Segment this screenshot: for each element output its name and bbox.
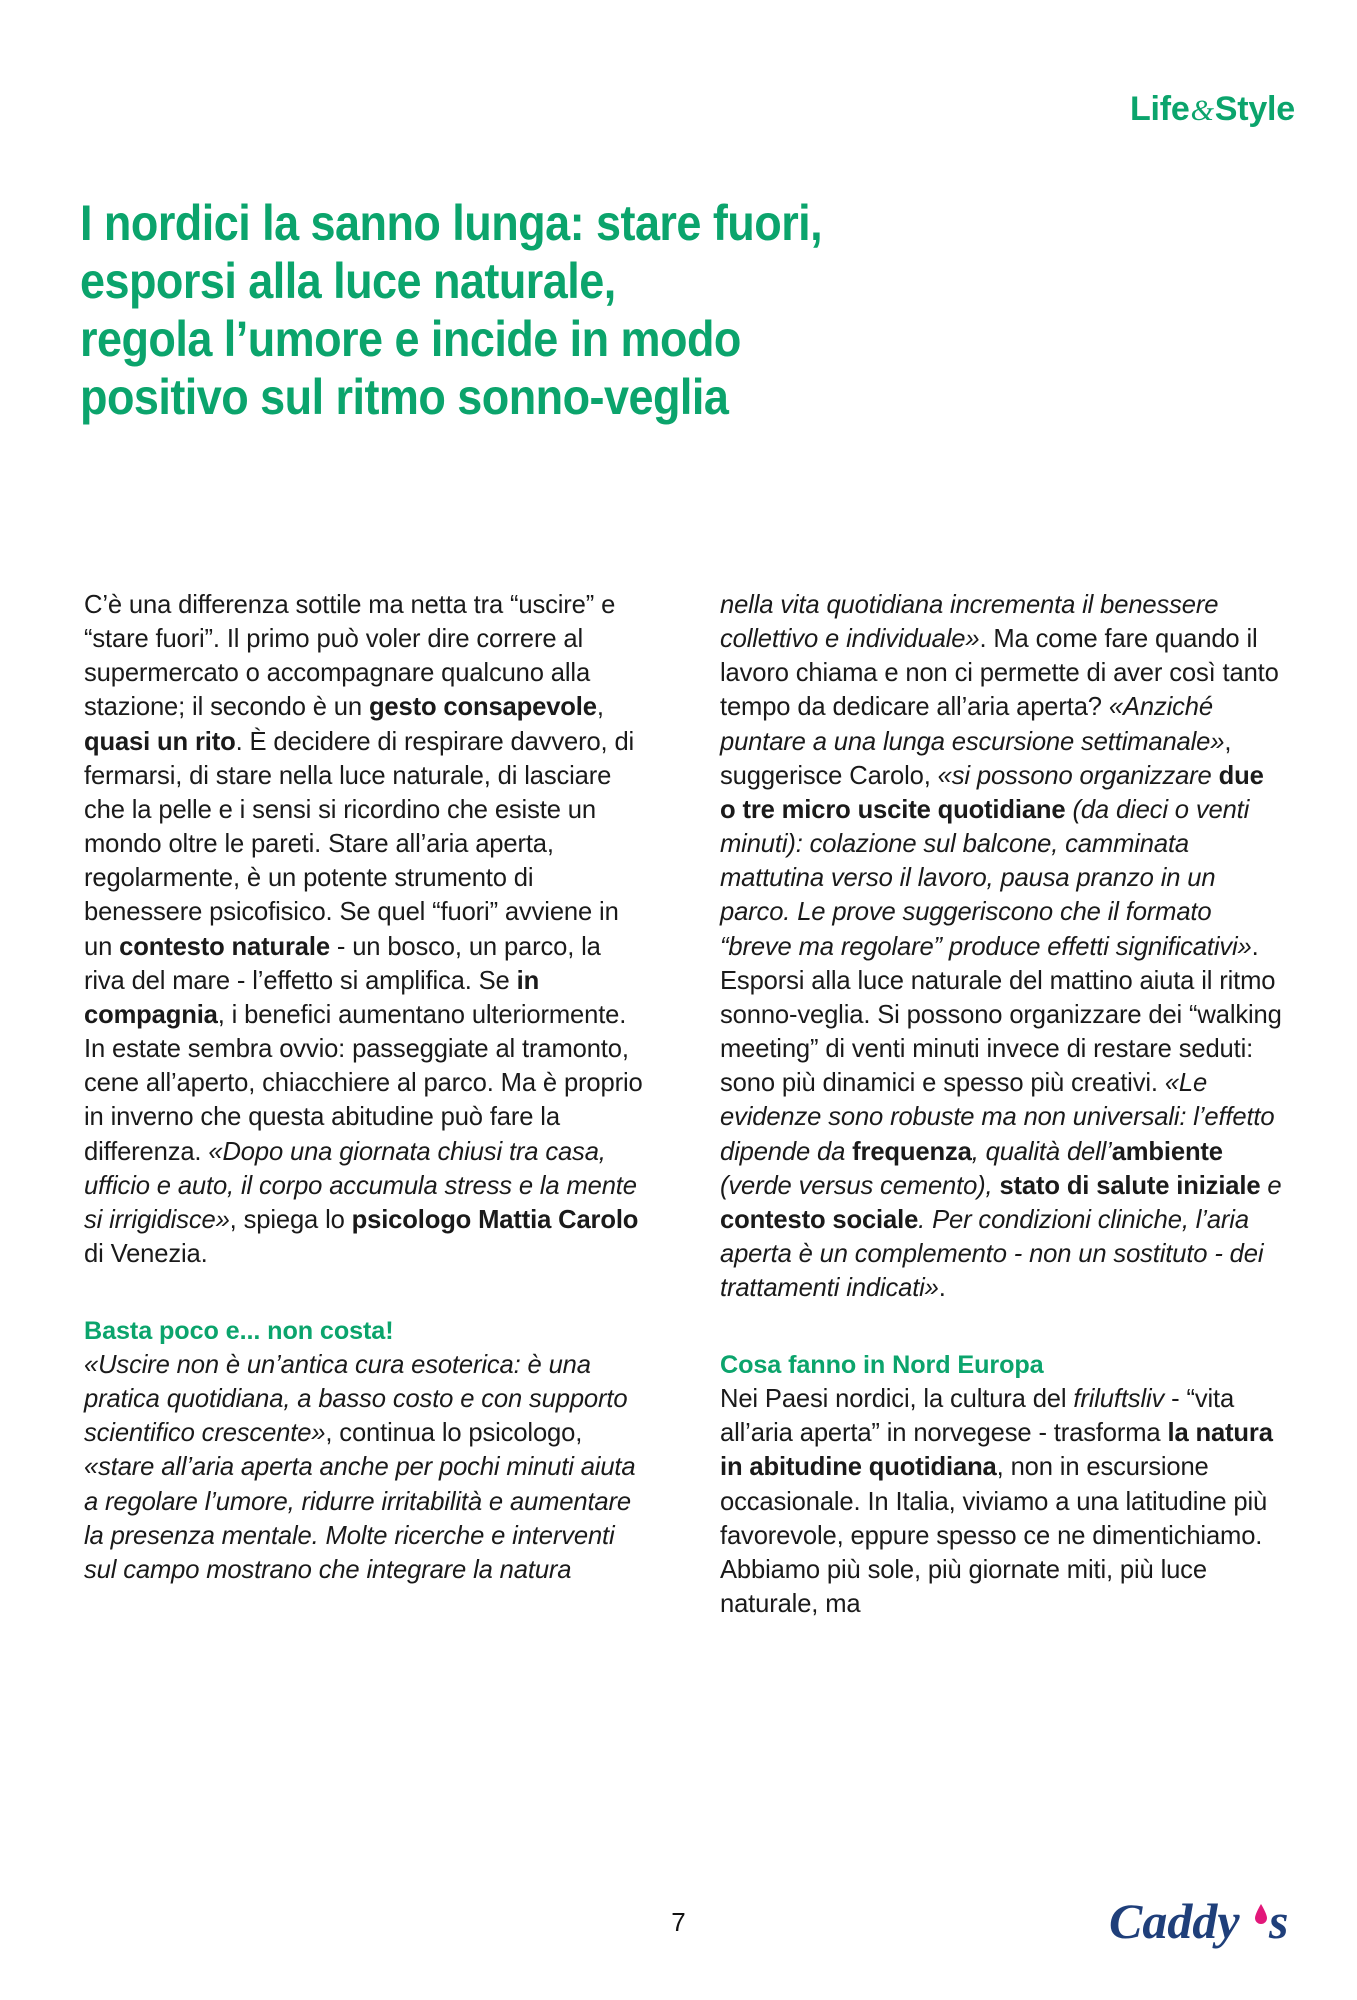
text-run: , non in escursione occasionale. In Italia, viviamo a una latitudine più favorevole, eppure spesso ce ne dimentichiamo. Abbiamo più sole, più giornate miti, più luce naturale, ma [720,1453,1268,1618]
headline-line-3: regola l’umore e incide in modo [80,310,741,367]
text-run: . [938,1274,946,1303]
text-run: , suggerisce Carolo, [720,727,1232,790]
caddys-logo-suffix: s [1269,1893,1289,1949]
text-run: , continua lo psicologo, [325,1419,583,1448]
text-run: , [596,693,604,722]
text-run: C’è una differenza sottile ma netta tra “uscire” e “stare fuori”. Il primo può voler dire correre al supermercato o accompagnare qualcuno alla stazione; il secondo è un [84,591,616,722]
headline-line-1: I nordici la sanno lunga: stare fuori, [80,194,823,251]
kicker-first-word: Life [1129,90,1190,128]
text-run: . È decidere di respirare davvero, di fermarsi, di stare nella luce naturale, di lasciare che la pelle e i sensi si ricordino che esiste un mondo oltre le pareti. Stare all’aria aperta, regolarmente, è un potente strumento di benessere psicofisico. Se quel “fuori” avviene in un [84,727,635,961]
caddys-logo [1109,1882,1299,1962]
text-run-italic: . Per condizioni cliniche, l’aria aperta è un complemento - non un sostituto - dei trattamenti indicati» [720,1205,1264,1303]
page-number: 7 [671,1907,686,1937]
text-run: . Ma come fare quando il lavoro chiama e non ci permette di aver così tanto tempo da dedicare all’aria aperta? [720,625,1279,722]
caddys-logo-mark [1109,1882,1299,1962]
headline-line-2: esporsi alla luce naturale, [80,252,616,309]
text-run-bold: in compagnia [84,966,540,1029]
text-run-bold: contesto sociale [720,1205,919,1234]
text-run-italic: «Dopo una giornata chiusi tra casa, ufficio e auto, il corpo accumula stress e la mente si irrigidisce» [84,1137,637,1234]
text-run-italic: «Uscire non è un’antica cura esoterica: è una pratica quotidiana, a basso costo e con supporto scientifico crescente» [84,1350,628,1448]
right-paragraph-2 [720,1382,1284,1621]
text-run-italic: e [1260,1171,1282,1200]
text-run-bold: due o tre micro uscite quotidiane [720,761,1264,824]
text-run-italic: «stare all’aria aperta anche per pochi minuti aiuta a regolare l’umore, ridurre irritabilità e aumentare la presenza mentale. Molte ricerche e interventi sul campo mostrano che integrare la natura [84,1453,636,1584]
text-run-italic: , qualità dell’ [971,1137,1112,1166]
kicker-second-word: Style [1214,90,1295,128]
left-paragraph-1 [84,588,648,1271]
text-run-bold: ambiente [1111,1137,1223,1166]
text-run: di Venezia. [84,1239,208,1268]
left-paragraph-2 [84,1348,648,1587]
text-run-bold: contesto naturale [119,932,330,961]
article-body [84,588,1284,1621]
text-run-bold: quasi un rito [84,727,236,756]
text-run: , spiega lo [229,1205,352,1234]
text-run-bold: stato di salute iniziale [999,1171,1261,1200]
left-subheading: Basta poco e... non costa! [84,1317,394,1346]
text-run-italic: (verde versus cemento), [720,1171,1000,1200]
paragraph-spacer [720,1305,1284,1349]
text-run-italic: «Anziché puntare a una lunga escursione settimanale» [720,693,1225,756]
section-kicker [1130,92,1295,126]
text-run-bold: gesto consapevole [368,693,597,722]
text-run-italic: friluftsliv [1073,1385,1165,1414]
headline-line-4: positivo sul ritmo sonno-veglia [80,368,729,425]
text-run: . Esporsi alla luce naturale del mattino aiuta il ritmo sonno-veglia. Si possono organizzare dei “walking meeting” di venti minuti invece di restare seduti: sono più dinamici e spesso più creativi. [720,932,1282,1098]
left-column [84,588,648,1621]
text-run-bold: la natura in abitudine quotidiana [720,1419,1273,1482]
text-run: , i benefici aumentano ulteriormente. In estate sembra ovvio: passeggiate al tramonto, cene all’aperto, chiacchiere al parco. Ma è proprio in inverno che questa abitudine può fare la differenza. [84,1000,643,1166]
text-run-italic: «Le evidenze sono robuste ma non universali: l’effetto dipende da [720,1069,1275,1166]
text-run-bold: psicologo Mattia Carolo [351,1205,639,1234]
droplet-icon [1255,1904,1267,1924]
right-column [720,588,1284,1621]
text-run: Nei Paesi nordici, la cultura del [720,1385,1074,1414]
right-paragraph-1 [720,588,1284,1305]
paragraph-spacer [84,1271,648,1315]
caddys-logo-wordmark: Caddy [1109,1893,1240,1949]
right-subheading: Cosa fanno in Nord Europa [720,1351,1044,1380]
text-run-italic: nella vita quotidiana incrementa il benessere collettivo e individuale» [720,591,1219,654]
text-run: - un bosco, un parco, la riva del mare - l’effetto si amplifica. Se [84,932,601,995]
article-headline [80,194,890,426]
ampersand-glyph: & [1190,94,1214,127]
text-run-italic: «si possono organizzare [937,761,1219,790]
text-run: - “vita all’aria aperta” in norvegese - trasforma [720,1385,1235,1448]
text-run-italic: (da dieci o venti minuti): colazione sul balcone, camminata mattutina verso il lavoro, pausa pranzo in un parco. Le prove suggeriscono che il formato “breve ma regolare” produce effetti significativi» [720,795,1252,961]
text-run-bold: frequenza [852,1137,972,1166]
